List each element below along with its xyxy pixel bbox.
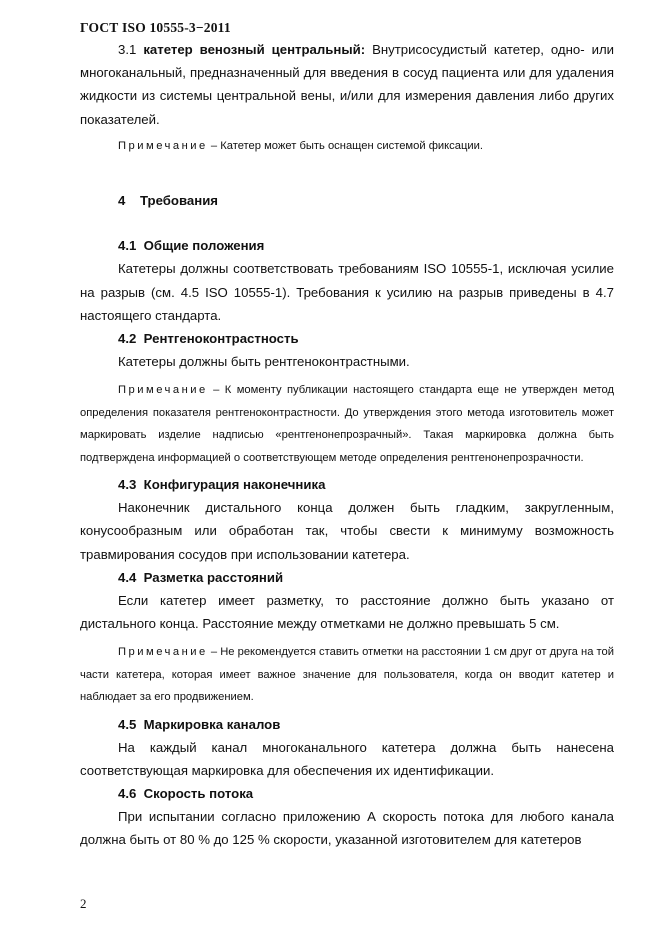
document-header: ГОСТ ISO 10555-3−2011 bbox=[80, 20, 231, 35]
section-4-2-heading: 4.2 Рентгеноконтрастность bbox=[118, 330, 299, 346]
section-4-5-text: На каждый канал многоканального катетера должна быть нанесена соответствующая маркировка для обеспечения их идентификации. bbox=[80, 739, 614, 778]
note-radiopacity bbox=[80, 379, 614, 469]
note-label: Примечание bbox=[118, 139, 208, 152]
defined-term: катетер венозный центральный: bbox=[143, 42, 366, 57]
note-label: Примечание bbox=[118, 384, 208, 397]
clause-number: 3.1 bbox=[118, 42, 137, 57]
section-4-heading: 4 Требования bbox=[118, 193, 218, 209]
note-text: – Не рекомендуется ставить отметки на расстоянии 1 см друг от друга на той части катетера, которая имеет важное значение для пользователя, когда он вводит катетер и наблюдает за его продвижением. bbox=[80, 646, 614, 704]
definition-text: Внутрисосудистый катетер, одно- или многоканальный, предназначенный для введения в сосуд пациента или для удаления жидкости из системы центральной вены, и/или для измерения давления либо других показателей. bbox=[80, 42, 615, 127]
section-4-6-text: При испытании согласно приложению А скорость потока для любого канала должна быть от 80 % до 125 % скорости, указанной изготовителем для катетеров bbox=[80, 809, 614, 848]
note-markings bbox=[80, 641, 614, 709]
section-4-4-text: Если катетер имеет разметку, то расстояние должно быть указано от дистального конца. Расстояние между отметками не должно превышать 5 см. bbox=[80, 592, 614, 631]
section-4-1-heading: 4.1 Общие положения bbox=[118, 238, 265, 254]
definition-3-1 bbox=[80, 38, 614, 131]
page-content bbox=[80, 38, 614, 851]
section-4-6-heading: 4.6 Скорость потока bbox=[118, 786, 254, 802]
section-4-5-heading: 4.5 Маркировка каналов bbox=[118, 716, 281, 732]
note-label: Примечание bbox=[118, 646, 208, 659]
note-text: – К моменту публикации настоящего стандарта еще не утвержден метод определения показателя рентгеноконтрастности. До утверждения этого метода изготовитель может маркировать изделие надписью «рентгенонепрозрачный». Такая маркировка должна быть подтверждена информацией о соответствующем методе определения рентгенонепрозрачности. bbox=[80, 384, 615, 464]
section-4-4-heading: 4.4 Разметка расстояний bbox=[118, 569, 284, 585]
note-fixation bbox=[80, 135, 614, 158]
section-4-2-text: Катетеры должны быть рентгеноконтрастными. bbox=[118, 353, 410, 369]
section-4-1-text: Катетеры должны соответствовать требованиям ISO 10555-1, исключая усилие на разрыв (см. 4.5 ISO 10555-1). Требования к усилию на разрыв приведены в 4.7 настоящего стандарта. bbox=[80, 261, 614, 323]
note-text: – Катетер может быть оснащен системой фиксации. bbox=[210, 139, 483, 152]
page-number: 2 bbox=[80, 896, 87, 911]
section-4-3-heading: 4.3 Конфигурация наконечника bbox=[118, 477, 326, 493]
section-4-3-text: Наконечник дистального конца должен быть гладким, закругленным, конусообразным или обработан так, чтобы свести к минимуму возможность травмирования сосудов при использовании катетера. bbox=[80, 500, 614, 562]
